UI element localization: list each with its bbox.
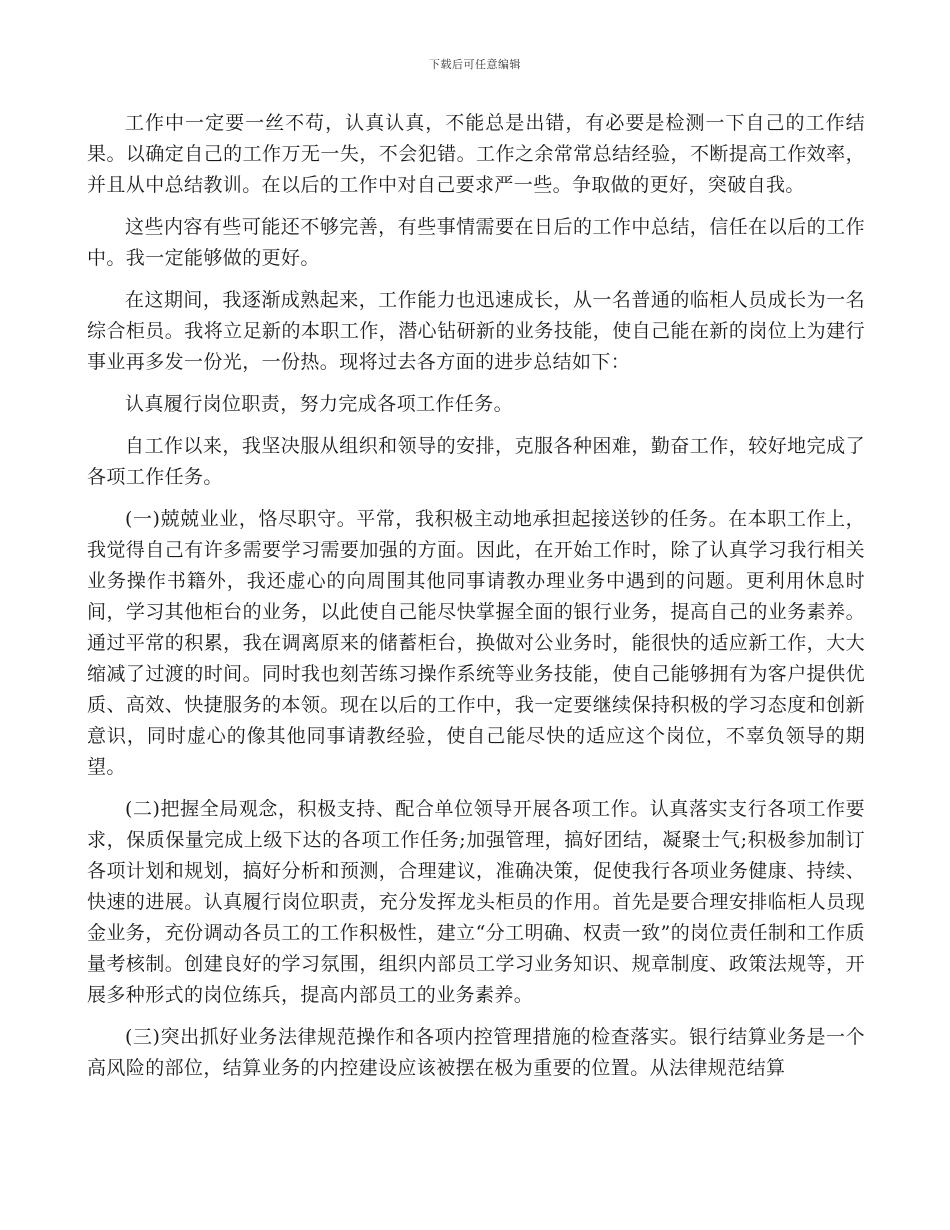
paragraph-6: (一)兢兢业业，恪尽职守。平常，我积极主动地承担起接送钞的任务。在本职工作上，我觉得自己有许多需要学习需要加强的方面。因此，在开始工作时，除了认真学习我行相关业务操作书籍外，我还虚心的向周围其他同事请教办理业务中遇到的问题。更利用休息时间，学习其他柜台的业务，以此使自己能尽快掌握全面的银行业务，提高自己的业务素养。通过平常的积累，我在调离原来的储蓄柜台，换做对公业务时，能很快的适应新工作，大大缩减了过渡的时间。同时我也刻苦练习操作系统等业务技能，使自己能够拥有为客户提供优质、高效、快捷服务的本领。现在以后的工作中，我一定要继续保持积极的学习态度和创新意识，同时虚心的像其他同事请教经验，使自己能尽快的适应这个岗位，不辜负领导的期望。 — [87, 508, 865, 778]
paragraph-1: 工作中一定要一丝不苟，认真认真，不能总是出错，有必要是检测一下自己的工作结果。以确定自己的工作万无一失，不会犯错。工作之余常常总结经验，不断提高工作效率，并且从中总结教训。在以后的工作中对自己要求严一些。争取做的更好，突破自我。 — [87, 112, 865, 196]
paragraph-4: 认真履行岗位职责，努力完成各项工作任务。 — [125, 393, 514, 415]
document-body — [87, 108, 865, 1095]
paragraph-5: 自工作以来，我坚决服从组织和领导的安排，克服各种困难，勤奋工作，较好地完成了各项工作任务。 — [87, 435, 865, 488]
paragraph-8: (三)突出抓好业务法律规范操作和各项内控管理措施的检查落实。银行结算业务是一个高风险的部位，结算业务的内控建设应该被摆在极为重要的位置。从法律规范结算 — [87, 1026, 865, 1079]
header-note: 下载后可任意编辑 — [429, 58, 521, 71]
paragraph-2: 这些内容有些可能还不够完善，有些事情需要在日后的工作中总结，信任在以后的工作中。我一定能够做的更好。 — [87, 216, 865, 269]
paragraph-7: (二)把握全局观念，积极支持、配合单位领导开展各项工作。认真落实支行各项工作要求，保质保量完成上级下达的各项工作任务;加强管理，搞好团结，凝聚士气;积极参加制订各项计划和规划，搞好分析和预测，合理建议，准确决策，促使我行各项业务健康、持续、快速的进展。认真履行岗位职责，充分发挥龙头柜员的作用。首先是要合理安排临柜人员现金业务，充份调动各员工的工作积极性，建立“分工明确、权责一致”的岗位责任制和工作质量考核制。创建良好的学习氛围，组织内部员工学习业务知识、规章制度、政策法规等，开展多种形式的岗位练兵，提高内部员工的业务素养。 — [87, 798, 865, 1006]
paragraph-3: 在这期间，我逐渐成熟起来，工作能力也迅速成长，从一名普通的临柜人员成长为一名综合柜员。我将立足新的本职工作，潜心钻研新的业务技能，使自己能在新的岗位上为建行事业再多发一份光，一份热。现将过去各方面的进步总结如下： — [87, 289, 865, 373]
